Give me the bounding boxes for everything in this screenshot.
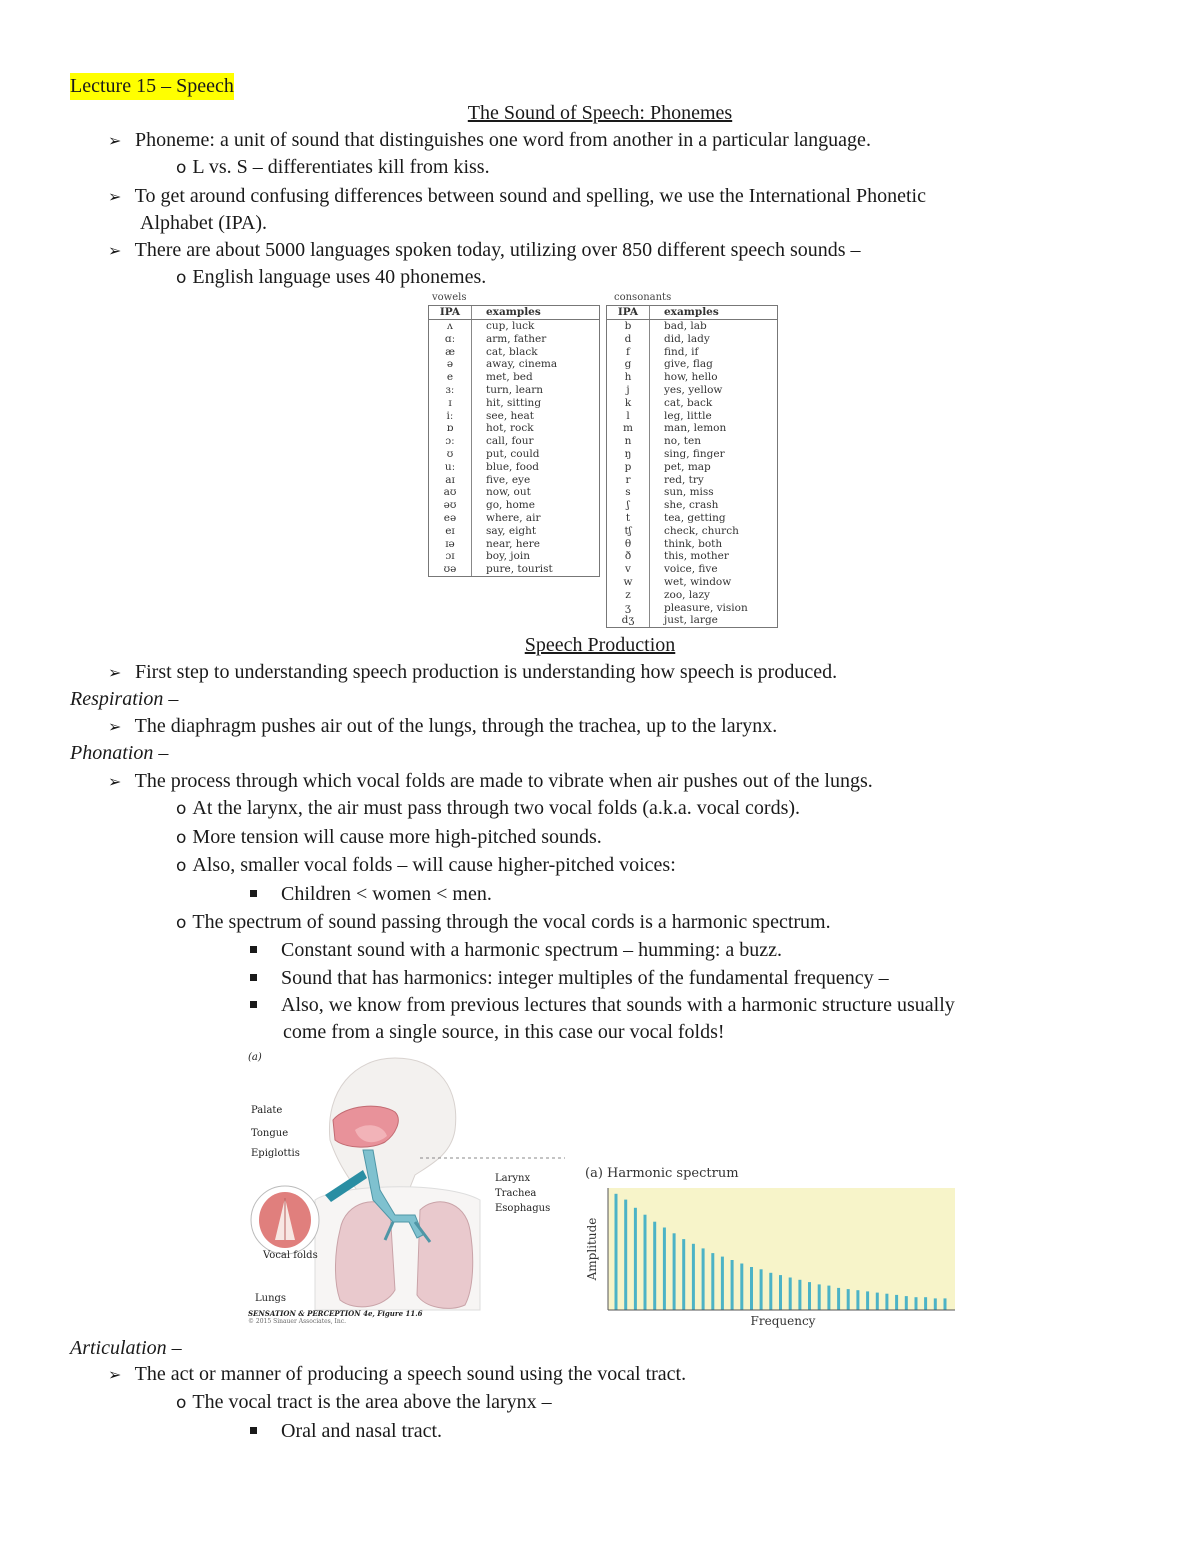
vowel-examples: blue, food [486, 460, 539, 473]
vowel-examples: cat, black [486, 345, 538, 358]
vowel-examples: away, cinema [486, 358, 558, 371]
square-bullet-humming: Constant sound with a harmonic spectrum – humming: a buzz. [250, 937, 782, 964]
vowel-row [429, 486, 599, 499]
vowel-symbol: ʌ [429, 320, 472, 333]
square-bullet-icon [250, 1427, 257, 1434]
consonant-symbol: k [607, 397, 650, 410]
vowel-examples: go, home [486, 499, 535, 512]
vowel-examples: near, here [486, 537, 540, 550]
vowel-row [429, 512, 599, 525]
consonant-row [607, 525, 777, 538]
bullet-ipa: ➢ To get around confusing differences between sound and spelling, we use the International Phonetic [108, 183, 926, 211]
vowel-examples: five, eye [486, 473, 531, 486]
consonant-symbol: b [607, 320, 650, 333]
consonant-row [607, 397, 777, 410]
consonant-row [607, 614, 777, 627]
label-larynx: Larynx [495, 1173, 531, 1184]
consonant-examples: man, lemon [664, 422, 727, 435]
vowel-examples: call, four [486, 435, 534, 448]
harmonic-bar [905, 1296, 908, 1310]
vowel-row [429, 474, 599, 487]
vowel-row [429, 461, 599, 474]
label-trachea: Trachea [495, 1188, 537, 1199]
consonant-row [607, 410, 777, 423]
vowel-symbol: iː [429, 410, 472, 423]
harmonic-bar [624, 1200, 627, 1310]
x-axis-label: Frequency [750, 1314, 816, 1328]
harmonic-bar [682, 1239, 685, 1310]
vowel-row [429, 333, 599, 346]
vowel-examples: put, could [486, 447, 540, 460]
consonant-examples: no, ten [664, 435, 701, 448]
harmonic-bar [808, 1282, 811, 1310]
consonant-row [607, 563, 777, 576]
circle-bullet-icon: o [176, 799, 187, 819]
figure-copyright: © 2015 Sinauer Associates, Inc. [248, 1318, 347, 1325]
chart-title: (a) Harmonic spectrum [585, 1166, 739, 1181]
vowel-row [429, 538, 599, 551]
consonant-examples: bad, lab [664, 320, 707, 332]
consonant-examples: pet, map [664, 460, 711, 473]
harmonic-bar [692, 1244, 695, 1310]
vowel-symbol: eɪ [429, 525, 472, 538]
respiration-heading: Respiration – [70, 688, 179, 710]
square-bullet-oral-nasal: Oral and nasal tract. [250, 1418, 442, 1445]
consonant-symbol: ŋ [607, 448, 650, 461]
consonant-examples: sun, miss [664, 486, 714, 499]
consonant-symbol: g [607, 358, 650, 371]
circle-bullet-icon: o [176, 913, 187, 933]
label-palate: Palate [251, 1105, 283, 1116]
consonant-examples: sing, finger [664, 447, 725, 460]
arrow-bullet-icon: ➢ [108, 189, 122, 206]
vowel-symbol: ɒ [429, 422, 472, 435]
section-title-speech-production: Speech Production [524, 634, 676, 656]
consonant-examples: think, both [664, 537, 723, 550]
vowel-examples: met, bed [486, 371, 533, 384]
consonant-examples: just, large [664, 614, 718, 627]
harmonic-bar [760, 1269, 763, 1310]
harmonic-bar [856, 1290, 859, 1310]
vowel-row [429, 371, 599, 384]
consonant-row [607, 384, 777, 397]
harmonic-bar [663, 1228, 666, 1311]
consonant-symbol: ʒ [607, 602, 650, 615]
consonant-symbol: m [607, 422, 650, 435]
bullet-phonation: ➢ The process through which vocal folds are made to vibrate when air pushes out of the lungs. [108, 768, 873, 796]
arrow-bullet-icon: ➢ [108, 133, 122, 150]
col-examples: examples [664, 306, 719, 318]
consonant-examples: voice, five [664, 563, 718, 576]
vowel-row [429, 422, 599, 435]
arrow-bullet-icon: ➢ [108, 774, 122, 791]
vowels-caption: vowels [432, 292, 467, 303]
consonant-row [607, 602, 777, 615]
consonant-examples: this, mother [664, 550, 729, 563]
harmonic-bar [789, 1278, 792, 1311]
vowel-symbol: ɔː [429, 435, 472, 448]
vowel-examples: hit, sitting [486, 396, 542, 409]
consonant-symbol: ʃ [607, 499, 650, 512]
consonant-examples: give, flag [664, 358, 713, 371]
vowel-examples: pure, tourist [486, 563, 553, 576]
consonant-row [607, 512, 777, 525]
bullet-first-step: ➢ First step to understanding speech production is understanding how speech is produced. [108, 659, 837, 687]
consonant-row [607, 333, 777, 346]
consonant-examples: zoo, lazy [664, 588, 710, 601]
consonant-examples: cat, back [664, 396, 713, 409]
vowel-table-header [429, 306, 599, 320]
vowel-symbol: aʊ [429, 486, 472, 499]
label-vocal-folds: Vocal folds [263, 1250, 318, 1261]
circle-bullet-icon: o [176, 856, 187, 876]
sub-bullet-l-vs-s: o L vs. S – differentiates kill from kiss. [176, 154, 490, 182]
consonant-symbol: w [607, 576, 650, 589]
sub-bullet-spectrum: o The spectrum of sound passing through the vocal cords is a harmonic spectrum. [176, 909, 831, 937]
vowel-examples: arm, father [486, 332, 547, 345]
vowel-row [429, 525, 599, 538]
vowel-symbol: ɜː [429, 384, 472, 397]
square-bullet-single-source: Also, we know from previous lectures that sounds with a harmonic structure usually [250, 992, 955, 1019]
vowel-row [429, 448, 599, 461]
consonant-row [607, 461, 777, 474]
vowel-symbol: ɪə [429, 538, 472, 551]
harmonic-bar [731, 1260, 734, 1310]
vowel-symbol: e [429, 371, 472, 384]
consonant-row [607, 448, 777, 461]
sub-bullet-tension: o More tension will cause more high-pitched sounds. [176, 824, 602, 852]
harmonic-bar [798, 1280, 801, 1310]
square-bullet-icon [250, 890, 257, 897]
vowel-examples: say, eight [486, 524, 537, 537]
label-esophagus: Esophagus [495, 1203, 551, 1214]
circle-bullet-icon: o [176, 268, 187, 288]
consonant-row [607, 499, 777, 512]
vowel-row [429, 410, 599, 423]
consonant-symbol: ð [607, 550, 650, 563]
harmonic-bar [702, 1248, 705, 1310]
vowel-row [429, 397, 599, 410]
label-lungs: Lungs [255, 1293, 287, 1304]
square-bullet-single-source-cont: come from a single source, in this case our vocal folds! [283, 1021, 725, 1043]
harmonic-bar [750, 1267, 753, 1310]
consonant-examples: leg, little [664, 409, 712, 422]
consonant-symbol: f [607, 346, 650, 359]
vowel-row [429, 358, 599, 371]
vowel-examples: hot, rock [486, 422, 534, 435]
vowel-symbol: ʊə [429, 563, 472, 576]
consonant-row [607, 346, 777, 359]
bullet-diaphragm: ➢ The diaphragm pushes air out of the lungs, through the trachea, up to the larynx. [108, 713, 777, 741]
vowel-symbol: eə [429, 512, 472, 525]
consonant-row [607, 435, 777, 448]
consonant-row [607, 486, 777, 499]
consonant-symbol: t [607, 512, 650, 525]
vowel-examples: boy, join [486, 550, 530, 563]
phonation-heading: Phonation – [70, 742, 169, 764]
harmonic-bar [615, 1194, 618, 1310]
harmonic-bar [944, 1298, 947, 1310]
consonant-row [607, 589, 777, 602]
consonant-examples: wet, window [664, 575, 732, 588]
harmonic-bar [866, 1291, 869, 1310]
vowel-symbol: uː [429, 461, 472, 474]
square-bullet-icon [250, 946, 257, 953]
consonant-symbol: s [607, 486, 650, 499]
vowel-row [429, 499, 599, 512]
panel-a-label: (a) [248, 1052, 262, 1063]
vowel-examples: where, air [486, 511, 541, 524]
consonant-row [607, 371, 777, 384]
harmonic-bar [934, 1298, 937, 1310]
y-axis-label: Amplitude [585, 1217, 599, 1281]
col-ipa: IPA [607, 306, 650, 319]
vowel-symbol: əʊ [429, 499, 472, 512]
square-bullet-children: Children < women < men. [250, 881, 492, 908]
circle-bullet-icon: o [176, 828, 187, 848]
consonant-symbol: p [607, 461, 650, 474]
harmonic-bar [769, 1273, 772, 1310]
harmonic-bar [818, 1284, 821, 1310]
consonant-row [607, 538, 777, 551]
consonant-row [607, 320, 777, 333]
consonant-symbol: tʃ [607, 525, 650, 538]
harmonic-bar [876, 1293, 879, 1310]
circle-bullet-icon: o [176, 1393, 187, 1413]
consonant-examples: check, church [664, 524, 739, 537]
harmonic-bar [837, 1288, 840, 1310]
vowel-examples: now, out [486, 486, 531, 499]
harmonic-bar [721, 1257, 724, 1310]
consonant-examples: red, try [664, 473, 704, 486]
vowel-symbol: ɑː [429, 333, 472, 346]
square-bullet-icon [250, 974, 257, 981]
bullet-articulation: ➢ The act or manner of producing a speech sound using the vocal tract. [108, 1361, 686, 1389]
vowel-table [428, 305, 600, 577]
bullet-languages: ➢ There are about 5000 languages spoken today, utilizing over 850 different speech sounds – [108, 237, 861, 265]
consonant-symbol: v [607, 563, 650, 576]
vowel-examples: see, heat [486, 409, 534, 422]
harmonic-bar [885, 1294, 888, 1310]
harmonic-bar [644, 1215, 647, 1310]
harmonic-bar [827, 1286, 830, 1310]
sub-bullet-larynx: o At the larynx, the air must pass through two vocal folds (a.k.a. vocal cords). [176, 795, 800, 823]
bullet-ipa-cont: Alphabet (IPA). [140, 212, 268, 234]
consonant-symbol: d [607, 333, 650, 346]
consonants-caption: consonants [614, 292, 672, 303]
consonant-row [607, 550, 777, 563]
vowel-row [429, 320, 599, 333]
consonant-examples: find, if [664, 345, 699, 358]
consonant-symbol: θ [607, 538, 650, 551]
consonant-examples: did, lady [664, 332, 710, 345]
consonant-examples: how, hello [664, 371, 718, 384]
consonant-symbol: n [607, 435, 650, 448]
harmonic-bar [740, 1264, 743, 1311]
harmonic-bar [711, 1253, 714, 1310]
articulation-heading: Articulation – [70, 1337, 182, 1359]
arrow-bullet-icon: ➢ [108, 243, 122, 260]
square-bullet-harmonics: Sound that has harmonics: integer multiples of the fundamental frequency – [250, 965, 889, 992]
consonant-examples: she, crash [664, 499, 719, 512]
arrow-bullet-icon: ➢ [108, 1367, 122, 1384]
vowel-row [429, 563, 599, 576]
consonant-examples: tea, getting [664, 511, 726, 524]
circle-bullet-icon: o [176, 158, 187, 178]
consonant-symbol: h [607, 371, 650, 384]
harmonic-bar [924, 1297, 927, 1310]
col-ipa: IPA [429, 306, 472, 319]
consonant-examples: yes, yellow [664, 383, 723, 396]
harmonic-bar [915, 1297, 918, 1310]
consonant-examples: pleasure, vision [664, 601, 748, 614]
vowel-symbol: ɪ [429, 397, 472, 410]
consonant-row [607, 576, 777, 589]
consonant-symbol: r [607, 474, 650, 487]
arrow-bullet-icon: ➢ [108, 719, 122, 736]
arrow-bullet-icon: ➢ [108, 665, 122, 682]
consonant-row [607, 474, 777, 487]
harmonic-bar [779, 1275, 782, 1310]
harmonic-spectrum-svg [580, 1160, 960, 1330]
sub-bullet-smaller-folds: o Also, smaller vocal folds – will cause higher-pitched voices: [176, 852, 676, 880]
vowel-symbol: ʊ [429, 448, 472, 461]
harmonic-spectrum-chart [580, 1160, 960, 1330]
vowel-symbol: aɪ [429, 474, 472, 487]
section-title-phonemes: The Sound of Speech: Phonemes [467, 102, 733, 124]
col-examples: examples [486, 306, 541, 318]
consonant-row [607, 422, 777, 435]
vowel-row [429, 435, 599, 448]
anatomy-figure [245, 1050, 565, 1330]
bullet-phoneme: ➢ Phoneme: a unit of sound that distinguishes one word from another in a particular language. [108, 127, 871, 155]
harmonic-bar [673, 1233, 676, 1310]
harmonic-bar [634, 1208, 637, 1310]
consonant-symbol: dʒ [607, 614, 650, 627]
vowel-row [429, 346, 599, 359]
harmonic-bar [653, 1222, 656, 1310]
vowel-row [429, 550, 599, 563]
vowel-examples: turn, learn [486, 383, 544, 396]
vowel-symbol: ɔɪ [429, 550, 472, 563]
vowel-symbol: ə [429, 358, 472, 371]
sub-bullet-english: o English language uses 40 phonemes. [176, 264, 486, 292]
label-epiglottis: Epiglottis [251, 1148, 300, 1159]
label-tongue: Tongue [251, 1128, 289, 1139]
sub-bullet-vocal-tract: o The vocal tract is the area above the larynx – [176, 1389, 552, 1417]
vowel-examples: cup, luck [486, 320, 535, 332]
harmonic-bar [895, 1295, 898, 1310]
vowel-row [429, 384, 599, 397]
lecture-title: Lecture 15 – Speech [70, 73, 234, 100]
harmonic-bar [847, 1289, 850, 1310]
consonant-table-header [607, 306, 777, 320]
consonant-row [607, 358, 777, 371]
vowel-symbol: æ [429, 346, 472, 359]
consonant-symbol: j [607, 384, 650, 397]
square-bullet-icon [250, 1001, 257, 1008]
consonant-symbol: z [607, 589, 650, 602]
figure-credit: SENSATION & PERCEPTION 4e, Figure 11.6 [248, 1309, 423, 1318]
consonant-table [606, 305, 778, 628]
consonant-symbol: l [607, 410, 650, 423]
